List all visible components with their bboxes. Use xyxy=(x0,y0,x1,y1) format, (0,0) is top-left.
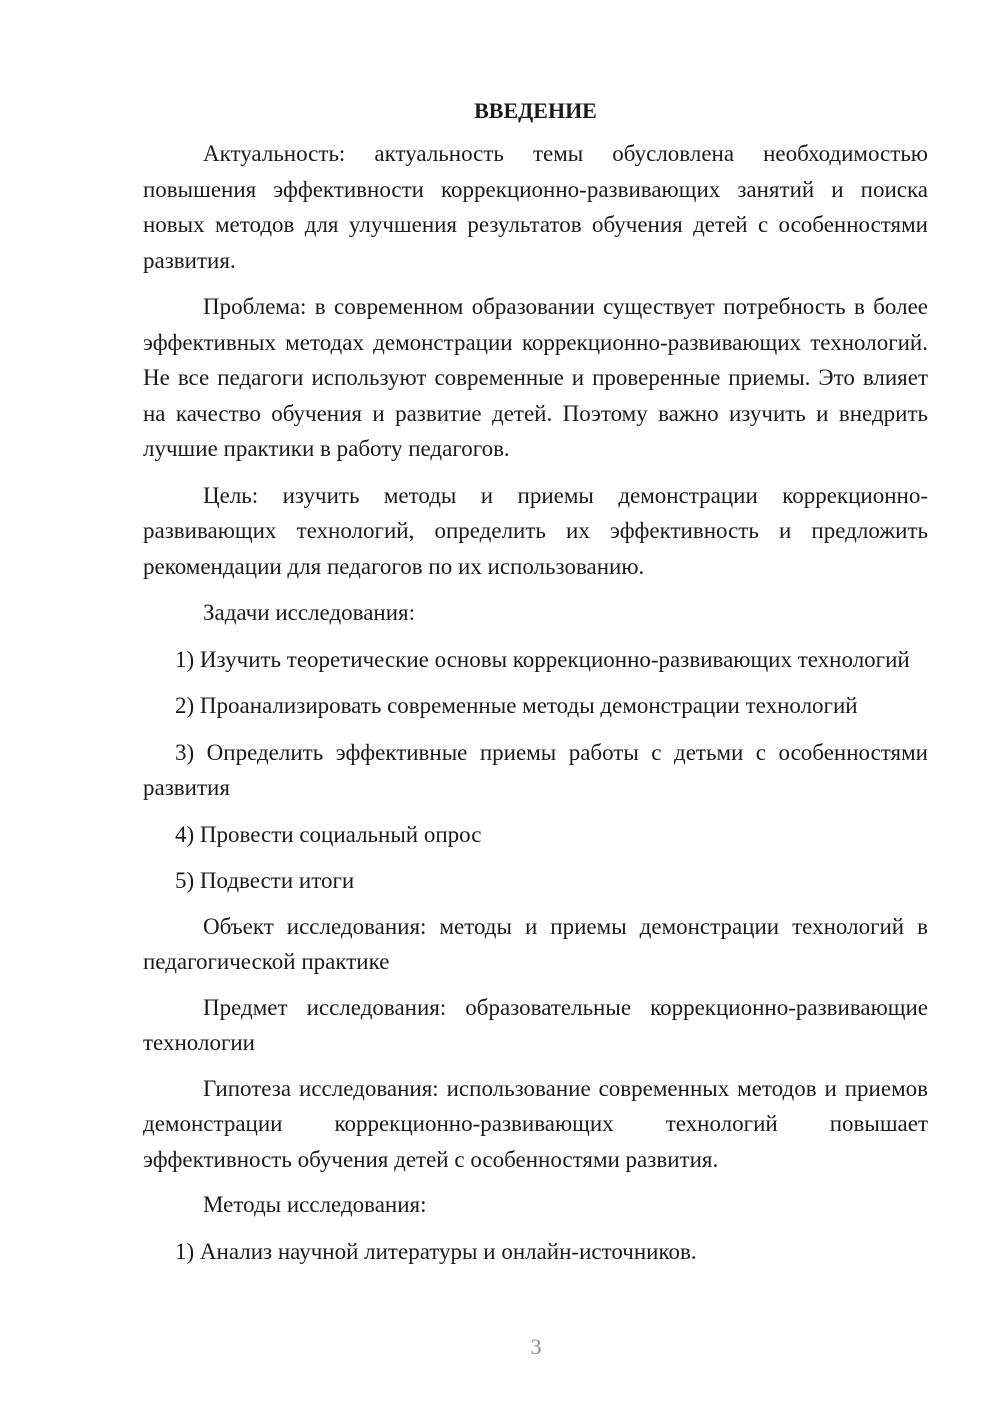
subject-paragraph: Предмет исследования: образовательные коррекционно-развивающие технологии xyxy=(143,994,928,1055)
tasks-heading: Задачи исследования: xyxy=(203,600,416,625)
task-item: 3) Определить эффективные приемы работы с детьми с особенностями развития xyxy=(143,739,928,800)
task-item: 4) Провести социальный опрос xyxy=(175,821,482,847)
problem-paragraph: Проблема: в современном образовании существует потребность в более эффективных методах демонстрации коррекционно-развивающих технологий. Не все педагоги используют современные и проверенные приемы. Это влияет на качество обучения и развитие детей. Поэтому важно изучить и внедрить лучшие практики в работу педагогов. xyxy=(143,294,928,461)
methods-heading: Методы исследования: xyxy=(203,1192,427,1217)
object-paragraph: Объект исследования: методы и приемы демонстрации технологий в педагогической практике xyxy=(143,913,928,974)
hypothesis-paragraph: Гипотеза исследования: использование современных методов и приемов демонстрации коррекционно-развивающих технологий повышает эффективность обучения детей с особенностями развития. xyxy=(143,1075,928,1172)
method-item: 1) Анализ научной литературы и онлайн-источников. xyxy=(175,1238,697,1264)
task-item: 5) Подвести итоги xyxy=(175,868,355,893)
goal-paragraph: Цель: изучить методы и приемы демонстрации коррекционно-развивающих технологий, определить их эффективность и предложить рекомендации для педагогов по их использованию. xyxy=(143,482,928,579)
section-title: ВВЕДЕНИЕ xyxy=(474,98,597,123)
page-number: 3 xyxy=(530,1334,542,1359)
page-content xyxy=(143,96,928,1269)
task-item: 1) Изучить теоретические основы коррекционно-развивающих технологий xyxy=(175,646,910,672)
task-item: 2) Проанализировать современные методы демонстрации технологий xyxy=(175,693,858,718)
relevance-paragraph: Актуальность: актуальность темы обусловлена необходимостью повышения эффективности коррекционно-развивающих занятий и поиска новых методов для улучшения результатов обучения детей с особенностями развития. xyxy=(143,141,928,273)
